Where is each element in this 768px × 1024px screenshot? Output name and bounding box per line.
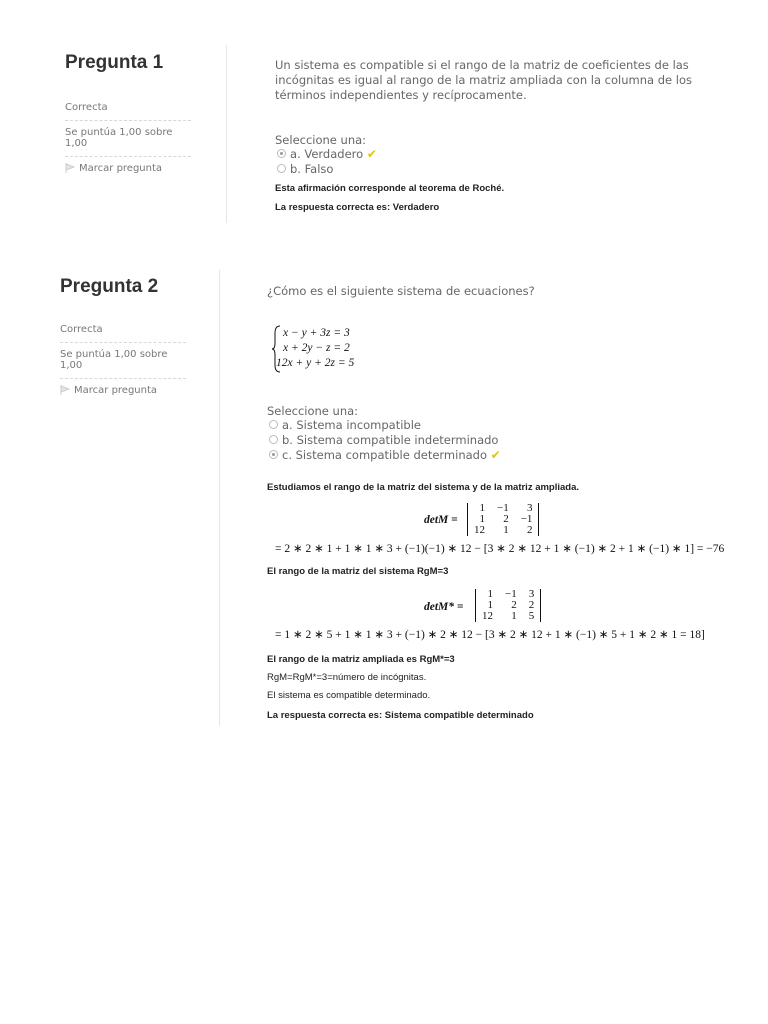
radio-selected-icon[interactable]: [277, 149, 286, 158]
detM2-cell: 5: [528, 610, 535, 622]
q2-rank-extended: El rango de la matriz ampliada es RgM*=3: [267, 654, 455, 665]
q2-flag-label: Marcar pregunta: [74, 385, 158, 396]
q1-prompt: Seleccione una:: [275, 133, 367, 147]
q1-flag[interactable]: [65, 157, 191, 181]
q2-content: [267, 284, 707, 299]
q2-status: Correcta: [60, 318, 186, 343]
q2-option-c[interactable]: [267, 448, 707, 463]
radio-icon[interactable]: [269, 435, 278, 444]
detM-cell: 1: [479, 502, 485, 514]
detM-expansion: = 2 ∗ 2 ∗ 1 + 1 ∗ 1 ∗ 3 + (−1)(−1) ∗ 12 − [3 ∗ 2 ∗ 12 + 1 ∗ (−1) ∗ 2 + 1 ∗ (−1) ∗ 1] = −76: [275, 543, 725, 555]
detM2-cell: 2: [528, 599, 535, 611]
detM-cell: 12: [474, 524, 485, 536]
radio-icon[interactable]: [277, 164, 286, 173]
detM-matrix: [467, 503, 539, 536]
detM-cell: −1: [520, 513, 533, 525]
q2-divider: [219, 270, 220, 726]
detM-cell: 3: [526, 502, 533, 514]
q1-feedback: Esta afirmación corresponde al teorema de Roché.: [275, 183, 505, 194]
q2-answer: La respuesta correcta es: Sistema compatible determinado: [267, 710, 534, 721]
detM2-matrix: [475, 589, 541, 622]
q1-option-b[interactable]: [275, 162, 695, 177]
check-icon: ✔: [490, 448, 501, 462]
detM-cell: 1: [503, 524, 509, 536]
detM2-cell: 1: [511, 610, 517, 622]
detM2-cell: 3: [528, 588, 535, 600]
detM2-expansion: = 1 ∗ 2 ∗ 5 + 1 ∗ 1 ∗ 3 + (−1) ∗ 2 ∗ 12 − [3 ∗ 2 ∗ 12 + 1 ∗ (−1) ∗ 5 + 1 ∗ 2 ∗ 1 = 18]: [275, 629, 705, 641]
q1-text: Un sistema es compatible si el rango de la matriz de coeficientes de las incógnitas es igual al rango de la matriz ampliada con la columna de los términos independientes y recíprocamente.: [275, 58, 692, 102]
q2-option-b-label: b. Sistema compatible indeterminado: [282, 433, 499, 447]
detM2-cell: −1: [505, 588, 517, 600]
q1-score: Se puntúa 1,00 sobre 1,00: [65, 121, 191, 157]
detM2-cell: 1: [487, 599, 493, 611]
detM2-cell: 1: [487, 588, 493, 600]
radio-selected-icon[interactable]: [269, 450, 278, 459]
detM2-label: detM* =: [424, 601, 464, 613]
q2-option-a-label: a. Sistema incompatible: [282, 418, 421, 432]
q1-option-a[interactable]: [275, 147, 695, 162]
q2-text: ¿Cómo es el siguiente sistema de ecuaciones?: [267, 284, 535, 298]
q1-option-b-label: b. Falso: [290, 162, 334, 176]
q2-conclusion: El sistema es compatible determinado.: [267, 690, 431, 701]
detM-cell: 2: [503, 513, 509, 525]
q2-title: Pregunta 2: [60, 276, 159, 297]
q1-info: [65, 52, 191, 181]
q2-options: [267, 404, 707, 463]
q2-flag[interactable]: [60, 379, 186, 403]
q1-answer: La respuesta correcta es: Verdadero: [275, 202, 440, 213]
detM2-cell: 12: [482, 610, 493, 622]
equation-2: x + 2y − z = 2: [283, 342, 350, 354]
q2-info: [60, 276, 186, 403]
q2-rank-equal: RgM=RgM*=3=número de incógnitas.: [267, 672, 427, 683]
q2-feedback-intro: Estudiamos el rango de la matriz del sistema y de la matriz ampliada.: [267, 482, 580, 493]
equation-1: x − y + 3z = 3: [283, 327, 350, 339]
detM-cell: 2: [526, 524, 533, 536]
radio-icon[interactable]: [269, 420, 278, 429]
check-icon: ✔: [366, 147, 377, 161]
q2-rank-system: El rango de la matriz del sistema RgM=3: [267, 566, 449, 577]
flag-icon: [60, 385, 70, 395]
q2-prompt: Seleccione una:: [267, 404, 359, 418]
detM2-cell: 2: [511, 599, 517, 611]
q2-score: Se puntúa 1,00 sobre 1,00: [60, 343, 186, 379]
detM-cell: −1: [497, 502, 509, 514]
detM-label: detM =: [424, 514, 458, 526]
q1-flag-label: Marcar pregunta: [79, 163, 163, 174]
flag-icon: [65, 163, 75, 173]
q1-status: Correcta: [65, 96, 191, 121]
q2-option-a[interactable]: [267, 418, 707, 433]
q1-divider: [226, 45, 227, 223]
q2-option-c-label: c. Sistema compatible determinado: [282, 448, 488, 462]
q2-option-b[interactable]: [267, 433, 707, 448]
q1-option-a-label: a. Verdadero: [290, 147, 364, 161]
q1-content: [275, 58, 695, 213]
detM-cell: 1: [479, 513, 485, 525]
q1-title: Pregunta 1: [65, 52, 164, 73]
equation-3: 12x + y + 2z = 5: [276, 357, 355, 369]
